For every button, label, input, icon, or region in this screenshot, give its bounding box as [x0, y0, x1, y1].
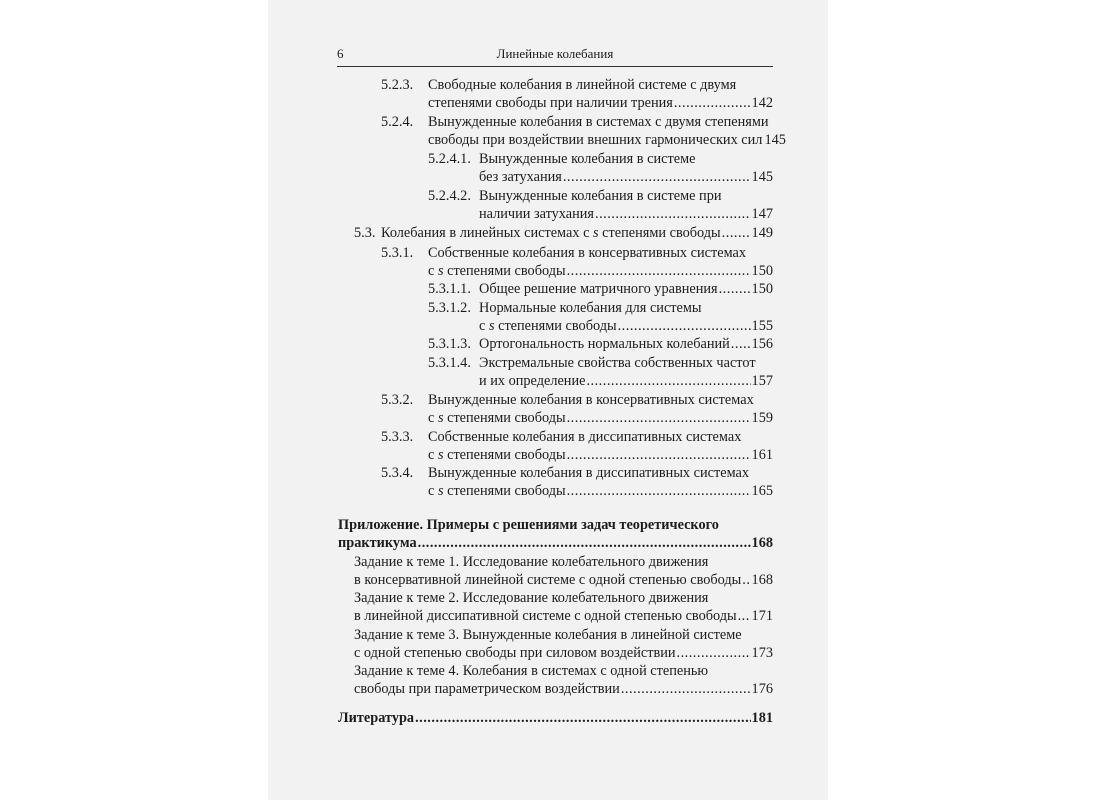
entry-page: 161: [751, 447, 773, 463]
page-number: 6: [337, 46, 344, 61]
entry-title-line: без затухания: [479, 169, 562, 185]
entry-title-line: и их определение: [479, 373, 586, 389]
entry-title-line: Собственные колебания в диссипативных системах: [428, 429, 742, 445]
entry-title-line: в линейной диссипативной системе с одной степенью свободы: [354, 608, 737, 624]
dot-leader: [738, 607, 751, 625]
entry-number: 5.3.1.1.: [428, 281, 471, 297]
dot-leader: [618, 317, 751, 335]
toc-entry-5-3-1: [381, 244, 773, 280]
dot-leader: [567, 482, 751, 500]
dot-leader: [742, 571, 750, 589]
toc-entry-5-3: [354, 224, 773, 242]
entry-title-line: Приложение. Примеры с решениями задач теоретического: [338, 517, 719, 533]
entry-number: 5.3.1.3.: [428, 336, 471, 352]
entry-title-line: Вынужденные колебания в системах с двумя степенями: [428, 114, 769, 130]
toc-entry-5-3-2: [381, 391, 773, 427]
entry-title-line: с s степенями свободы: [428, 483, 566, 499]
entry-title-line: Задание к теме 3. Вынужденные колебания в линейной системе: [354, 627, 742, 643]
entry-title-line: Вынужденные колебания в диссипативных системах: [428, 465, 750, 481]
entry-page: 150: [751, 281, 773, 297]
entry-number: 5.2.3.: [381, 77, 414, 93]
toc-entry-5-2-4: [381, 113, 786, 149]
entry-page: 176: [751, 681, 773, 697]
toc-entry-task-4: [354, 662, 773, 698]
entry-title-line: Экстремальные свойства собственных частот: [479, 355, 756, 371]
entry-title-line: степенями свободы при наличии трения: [428, 95, 673, 111]
entry-title-line: Вынужденные колебания в консервативных системах: [428, 392, 754, 408]
toc-entry-literature: [338, 709, 773, 727]
toc-entry-5-3-4: [381, 464, 773, 500]
dot-leader: [621, 680, 751, 698]
entry-title-line: Нормальные колебания для системы: [479, 300, 702, 316]
dot-leader: [567, 409, 751, 427]
entry-page: 150: [751, 263, 773, 279]
variable-s: s: [437, 447, 444, 463]
entry-number: 5.2.4.2.: [428, 188, 471, 204]
running-title: Линейные колебания: [496, 46, 614, 61]
entry-page: 156: [751, 336, 773, 352]
entry-number: 5.3.1.4.: [428, 355, 471, 371]
entry-title-line: Вынужденные колебания в системе: [479, 151, 696, 167]
entry-page: 142: [751, 95, 773, 111]
entry-title-line: наличии затухания: [479, 206, 594, 222]
entry-title-line: Задание к теме 4. Колебания в системах с одной степенью: [354, 663, 709, 679]
dot-leader: [731, 335, 751, 353]
entry-number: 5.2.4.: [381, 114, 414, 130]
entry-number: 5.3.1.: [381, 245, 414, 261]
entry-page: 157: [751, 373, 773, 389]
entry-title-line: с s степенями свободы: [428, 410, 566, 426]
toc-entry-5-3-1-1: [428, 280, 773, 298]
entry-title-line: Колебания в линейных системах с s степенями свободы: [381, 225, 721, 241]
entry-title-line: Свободные колебания в линейной системе с двумя: [428, 77, 737, 93]
entry-title-line: Литература: [338, 710, 415, 726]
dot-leader: [586, 372, 750, 390]
variable-s: s: [437, 263, 444, 279]
dot-leader: [722, 224, 751, 242]
entry-page: 145: [764, 132, 786, 148]
entry-number: 5.3.2.: [381, 392, 414, 408]
entry-title-line: свободы при параметрическом воздействии: [354, 681, 620, 697]
entry-number: 5.3.1.2.: [428, 300, 471, 316]
entry-title-line: Собственные колебания в консервативных системах: [428, 245, 747, 261]
toc-entry-5-3-3: [381, 428, 773, 464]
entry-title-line: с одной степенью свободы при силовом воздействии: [354, 645, 676, 661]
dot-leader: [418, 534, 751, 552]
dot-leader: [677, 644, 751, 662]
dot-leader: [563, 168, 751, 186]
toc-entry-5-2-4-1: [428, 150, 773, 186]
entry-number: 5.3.3.: [381, 429, 414, 445]
entry-title-line: Задание к теме 2. Исследование колебательного движения: [354, 590, 709, 606]
dot-leader: [719, 280, 751, 298]
toc-entry-5-3-1-4: [428, 354, 773, 390]
entry-page: 147: [751, 206, 773, 222]
entry-title-line: практикума: [338, 535, 417, 551]
entry-title-line: Задание к теме 1. Исследование колебательного движения: [354, 554, 709, 570]
dot-leader: [567, 262, 751, 280]
entry-page: 181: [751, 710, 773, 726]
entry-number: 5.3.: [354, 225, 376, 241]
entry-page: 168: [751, 535, 773, 551]
entry-title-line: с s степенями свободы: [428, 447, 566, 463]
toc-entry-task-3: [354, 626, 773, 662]
entry-number: 5.2.4.1.: [428, 151, 471, 167]
toc-entry-5-2-4-2: [428, 187, 773, 223]
dot-leader: [567, 446, 751, 464]
entry-page: 168: [751, 572, 773, 588]
toc-entry-task-2: [354, 589, 773, 625]
dot-leader: [674, 94, 751, 112]
entry-title-line: Вынужденные колебания в системе при: [479, 188, 722, 204]
variable-s: s: [593, 225, 599, 241]
entry-page: 145: [751, 169, 773, 185]
running-header: [337, 44, 773, 67]
entry-page: 171: [751, 608, 773, 624]
variable-s: s: [437, 483, 444, 499]
toc-entry-appendix: [338, 516, 773, 552]
dot-leader: [415, 709, 750, 727]
entry-title-line: Общее решение матричного уравнения: [479, 281, 718, 297]
entry-page: 155: [751, 318, 773, 334]
entry-title-line: с s степенями свободы: [428, 263, 566, 279]
toc-entry-5-3-1-2: [428, 299, 773, 335]
toc-entry-task-1: [354, 553, 773, 589]
entry-number: 5.3.4.: [381, 465, 414, 481]
entry-title-line: с s степенями свободы: [479, 318, 617, 334]
variable-s: s: [437, 410, 444, 426]
variable-s: s: [488, 318, 495, 334]
toc-entry-5-3-1-3: [428, 335, 773, 353]
entry-title-line: Ортогональность нормальных колебаний: [479, 336, 730, 352]
dot-leader: [595, 205, 751, 223]
toc-entry-5-2-3: [381, 76, 773, 112]
entry-page: 149: [751, 225, 773, 241]
entry-title-line: свободы при воздействии внешних гармонических сил: [428, 132, 763, 148]
entry-page: 159: [751, 410, 773, 426]
entry-page: 165: [751, 483, 773, 499]
entry-title-line: в консервативной линейной системе с одной степенью свободы: [354, 572, 742, 588]
entry-page: 173: [751, 645, 773, 661]
